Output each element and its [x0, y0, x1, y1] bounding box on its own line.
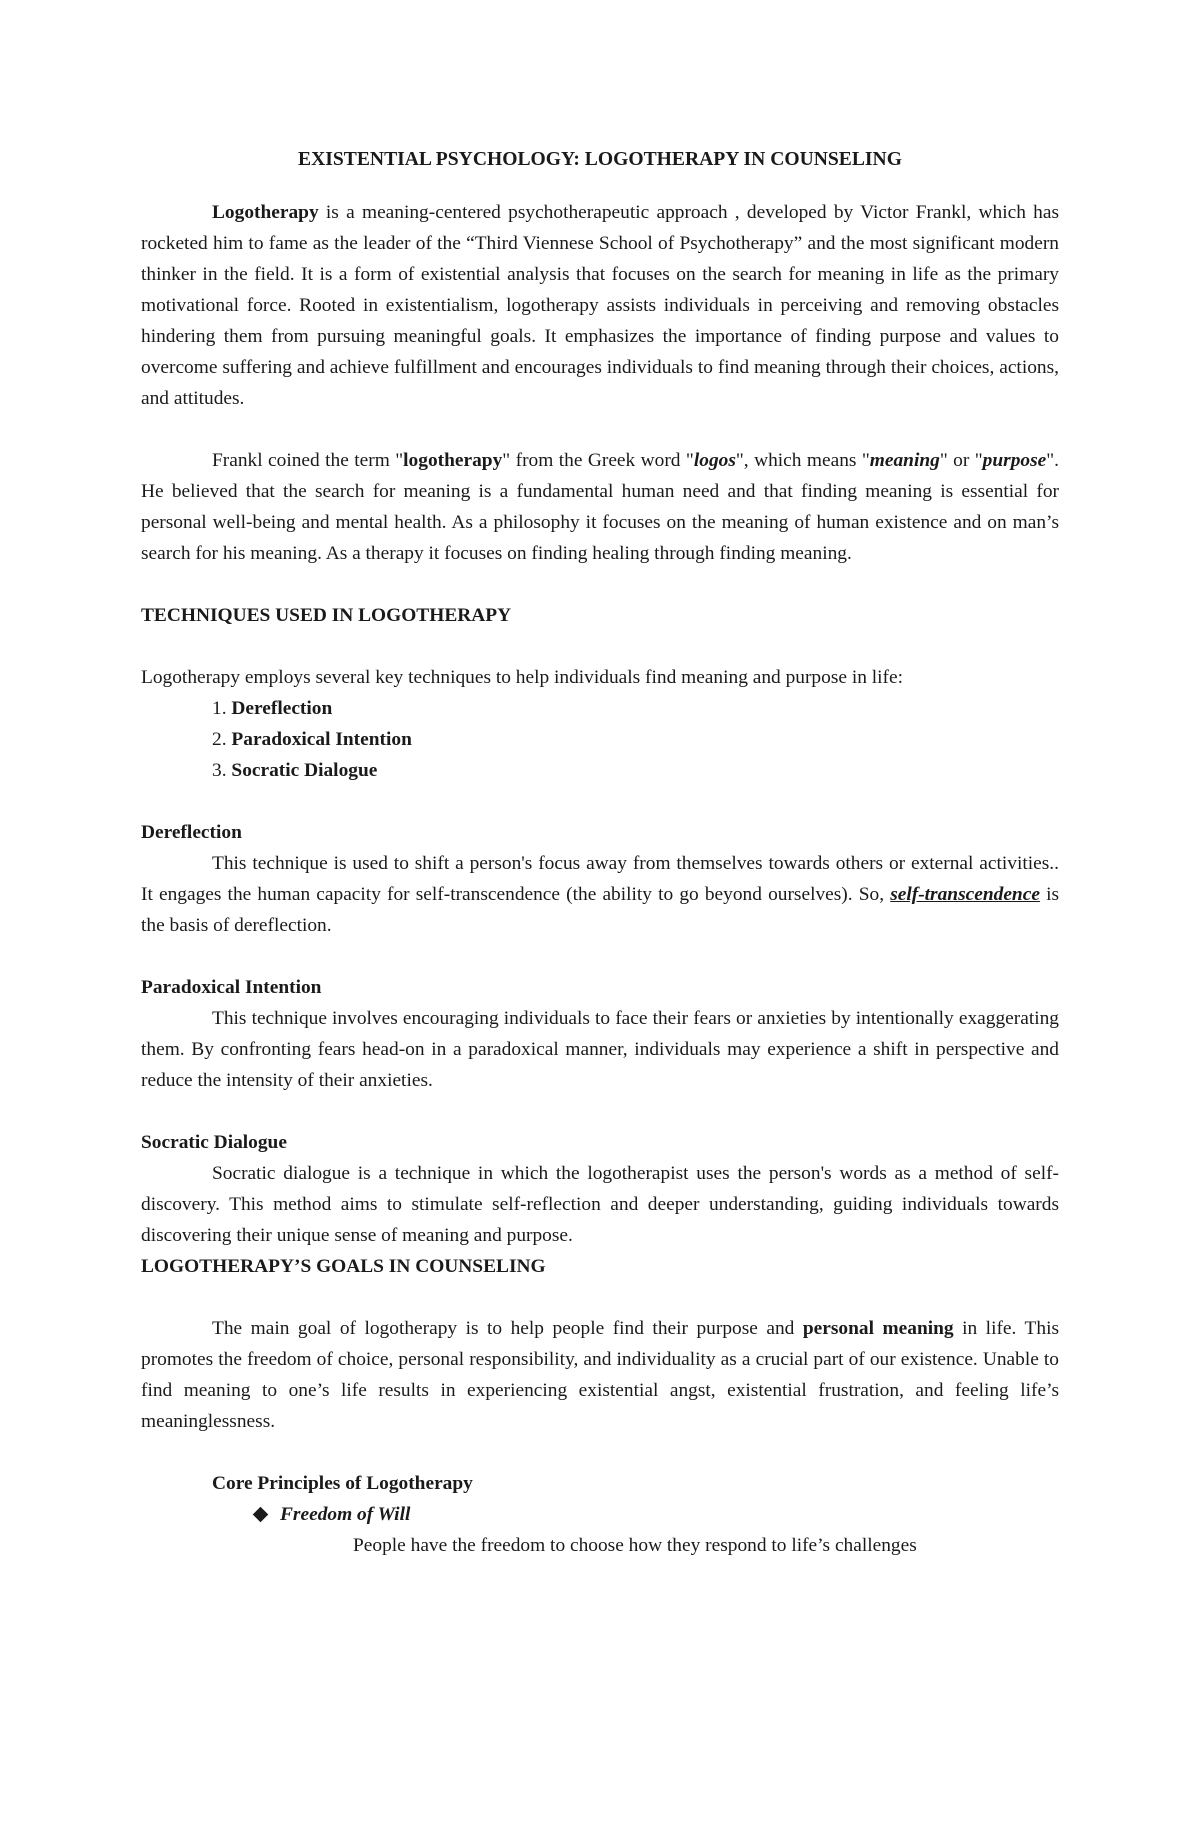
dereflection-text-1: This technique is used to shift a person's focus away from themselves towards others or external activities.. It engages the human capacity for self-transcendence (the ability to go beyond ourselves). So, — [141, 853, 1059, 905]
list-item — [212, 693, 1059, 724]
page-title: EXISTENTIAL PSYCHOLOGY: LOGOTHERAPY IN COUNSELING — [298, 149, 902, 170]
principle-description: People have the freedom to choose how they respond to life’s challenges — [353, 1535, 917, 1556]
personal-meaning-term: personal meaning — [802, 1318, 954, 1339]
list-number: 2. — [212, 729, 227, 750]
techniques-list — [141, 693, 1059, 786]
document-body — [141, 144, 1059, 1561]
principles-heading: Core Principles of Logotherapy — [212, 1473, 473, 1494]
list-item — [212, 755, 1059, 786]
paradoxical-heading: Paradoxical Intention — [141, 977, 322, 998]
frankl-text-1: Frankl coined the term " — [212, 450, 404, 471]
intro-paragraph — [141, 197, 1059, 414]
logotherapy-term: Logotherapy — [212, 202, 319, 223]
frankl-text-2: " from the Greek word " — [502, 450, 694, 471]
techniques-intro: Logotherapy employs several key techniques to help individuals find meaning and purpose in life: — [141, 667, 903, 688]
goals-paragraph — [141, 1313, 1059, 1437]
frankl-term: logotherapy — [403, 450, 503, 471]
frankl-text-5: ". He believed that the search for meaning is a fundamental human need and that finding meaning is essential for personal well-being and mental health. As a philosophy it focuses on the meaning of human existence and on man’s search for his meaning. As a therapy it focuses on finding healing through finding meaning. — [141, 450, 1060, 564]
dereflection-text-2: is the basis of dereflection. — [141, 884, 1060, 936]
self-transcendence-term: self-transcendence — [890, 884, 1040, 905]
intro-text: is a meaning-centered psychotherapeutic approach , developed by Victor Frankl, which has rocketed him to fame as the leader of the “Third Viennese School of Psychotherapy” and the most significant modern thinker in the field. It is a form of existential analysis that focuses on the search for meaning in life as the primary motivational force. Rooted in existentialism, logotherapy assists individuals in perceiving and removing obstacles hindering them from pursuing meaningful goals. It emphasizes the importance of finding purpose and values to overcome suffering and achieve fulfillment and encourages individuals to find meaning through their choices, actions, and attitudes. — [141, 202, 1059, 409]
list-label: Dereflection — [231, 698, 333, 719]
techniques-heading: TECHNIQUES USED IN LOGOTHERAPY — [141, 605, 512, 626]
logos-word: logos — [693, 450, 736, 471]
list-item — [212, 724, 1059, 755]
paradoxical-paragraph: This technique involves encouraging individuals to face their fears or anxieties by intentionally exaggerating them. By confronting fears head-on in a paradoxical manner, individuals may experience a shift in perspective and reduce the intensity of their anxieties. — [141, 1008, 1059, 1091]
list-number: 3. — [212, 760, 227, 781]
frankl-paragraph — [141, 445, 1059, 569]
list-label: Paradoxical Intention — [231, 729, 412, 750]
purpose-word: purpose — [982, 450, 1047, 471]
principle-item — [252, 1499, 1059, 1530]
frankl-text-3: ", which means " — [735, 450, 870, 471]
goals-text-2: in life. This promotes the freedom of choice, personal responsibility, and individuality as a crucial part of our existence. Unable to find meaning to one’s life results in experiencing existential angst, existential frustration, and feeling life’s meaninglessness. — [141, 1318, 1059, 1432]
goals-heading: LOGOTHERAPY’S GOALS IN COUNSELING — [141, 1256, 546, 1277]
dereflection-heading: Dereflection — [141, 822, 242, 843]
diamond-bullet-icon — [253, 1507, 269, 1523]
frankl-text-4: " or " — [939, 450, 983, 471]
principle-label: Freedom of Will — [280, 1504, 411, 1525]
socratic-heading: Socratic Dialogue — [141, 1132, 287, 1153]
list-number: 1. — [212, 698, 227, 719]
meaning-word: meaning — [869, 450, 940, 471]
socratic-paragraph: Socratic dialogue is a technique in which the logotherapist uses the person's words as a method of self-discovery. This method aims to stimulate self-reflection and deeper understanding, guiding individuals towards discovering their unique sense of meaning and purpose. — [141, 1163, 1059, 1246]
goals-text-1: The main goal of logotherapy is to help people find their purpose and — [212, 1318, 803, 1339]
list-label: Socratic Dialogue — [231, 760, 378, 781]
dereflection-paragraph — [141, 848, 1059, 941]
